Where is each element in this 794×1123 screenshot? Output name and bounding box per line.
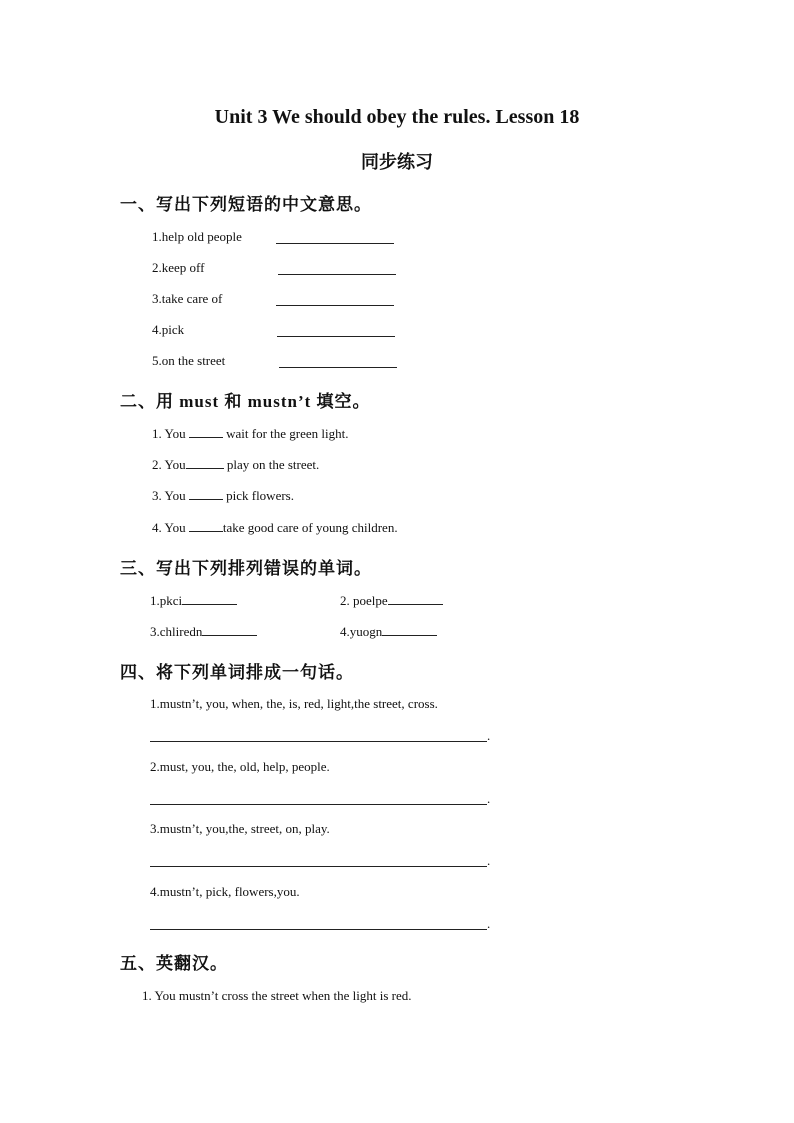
sentence-answer-line[interactable]	[150, 741, 487, 742]
scrambled-word: 1.pkci	[150, 593, 183, 608]
section-5-heading: 五、英翻汉。	[120, 954, 228, 973]
answer-blank[interactable]	[388, 593, 443, 605]
worksheet-subtitle: 同步练习	[361, 152, 433, 172]
sentence-words: 4.mustn’t, pick, flowers,you.	[150, 884, 300, 899]
fill-in-prefix: 2. You	[152, 457, 186, 472]
section-2-heading: 二、用 must 和 mustn’t 填空。	[120, 392, 371, 411]
sentence-words: 2.must, you, the, old, help, people.	[150, 759, 330, 774]
sentence-end-mark: .	[487, 916, 491, 931]
answer-blank[interactable]	[276, 305, 394, 306]
section-1-heading: 一、写出下列短语的中文意思。	[120, 195, 372, 214]
fill-in-item	[152, 426, 349, 442]
scrambled-word: 3.chliredn	[150, 624, 203, 639]
fill-in-suffix: take good care of young children.	[222, 520, 398, 535]
sentence-words: 1.mustn’t, you, when, the, is, red, light,the street, cross.	[150, 696, 438, 711]
sentence-answer-line[interactable]	[150, 929, 487, 930]
fill-in-suffix: play on the street.	[223, 457, 320, 472]
scrambled-word-item	[340, 624, 437, 640]
fill-in-item	[152, 457, 319, 473]
fill-in-item	[152, 520, 398, 536]
phrase-item: 5.on the street	[152, 353, 226, 368]
fill-in-item	[152, 488, 294, 504]
phrase-item: 2.keep off	[152, 260, 205, 275]
answer-blank[interactable]	[202, 624, 257, 636]
section-3-heading: 三、写出下列排列错误的单词。	[120, 559, 372, 578]
sentence-end-mark: .	[487, 728, 491, 743]
sentence-answer-line[interactable]	[150, 866, 487, 867]
phrase-item: 1.help old people	[152, 229, 242, 244]
answer-blank[interactable]	[182, 593, 237, 605]
answer-blank[interactable]	[278, 274, 396, 275]
section-4-heading: 四、将下列单词排成一句话。	[120, 663, 354, 682]
scrambled-word-item	[340, 593, 443, 609]
phrase-item: 4.pick	[152, 322, 185, 337]
fill-in-prefix: 3. You	[152, 488, 186, 503]
fill-in-prefix: 1. You	[152, 426, 186, 441]
sentence-answer-line[interactable]	[150, 804, 487, 805]
fill-in-blank[interactable]	[189, 520, 223, 532]
fill-in-blank[interactable]	[189, 426, 223, 438]
worksheet-title: Unit 3 We should obey the rules. Lesson 18	[214, 106, 580, 128]
scrambled-word-item	[150, 593, 237, 609]
answer-blank[interactable]	[276, 243, 394, 244]
fill-in-blank[interactable]	[186, 457, 224, 469]
fill-in-suffix: pick flowers.	[222, 488, 294, 503]
answer-blank[interactable]	[382, 624, 437, 636]
fill-in-suffix: wait for the green light.	[222, 426, 349, 441]
sentence-words: 3.mustn’t, you,the, street, on, play.	[150, 821, 330, 836]
phrase-item: 3.take care of	[152, 291, 223, 306]
sentence-end-mark: .	[487, 853, 491, 868]
fill-in-blank[interactable]	[189, 488, 223, 500]
answer-blank[interactable]	[277, 336, 395, 337]
fill-in-prefix: 4. You	[152, 520, 186, 535]
scrambled-word-item	[150, 624, 257, 640]
sentence-end-mark: .	[487, 791, 491, 806]
translation-sentence: 1. You mustn’t cross the street when the light is red.	[142, 988, 412, 1003]
scrambled-word: 2. poelpe	[340, 593, 388, 608]
scrambled-word: 4.yuogn	[340, 624, 383, 639]
answer-blank[interactable]	[279, 367, 397, 368]
